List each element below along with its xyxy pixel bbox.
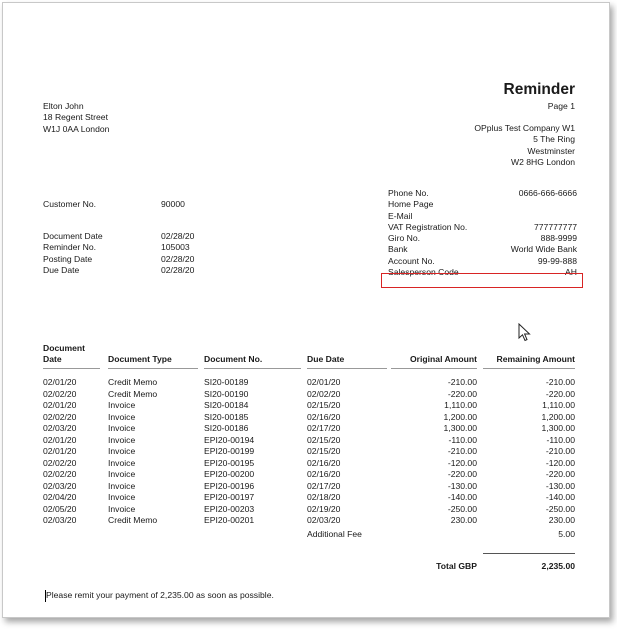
cell-original-amount: -210.00 xyxy=(447,377,477,387)
payment-note: Please remit your payment of 2,235.00 as soon as possible. xyxy=(46,590,274,600)
cell-document-no: EPI20-00197 xyxy=(204,492,255,502)
cell-document-type: Credit Memo xyxy=(108,388,158,399)
reminder-page xyxy=(2,2,610,618)
mouse-pointer-icon xyxy=(518,323,532,343)
cell-document-type: Invoice xyxy=(108,469,136,479)
cell-due-date: 02/18/20 xyxy=(307,492,341,502)
table-row xyxy=(3,492,609,504)
company-info xyxy=(388,188,577,278)
doc-date-label: Document Date xyxy=(43,231,103,241)
additional-fee-label: Additional Fee xyxy=(307,529,362,539)
header-document-date: Document Date xyxy=(43,343,86,365)
cell-document-date: 02/04/20 xyxy=(43,492,77,502)
header-rule xyxy=(307,368,387,369)
header-document-no: Document No. xyxy=(204,354,263,364)
cell-remaining-amount: -130.00 xyxy=(545,480,575,491)
header-rule xyxy=(43,368,100,369)
cell-document-type: Invoice xyxy=(108,446,136,456)
info-bank: Bank World Wide Bank xyxy=(388,244,577,255)
info-giro: Giro No. 888-9999 xyxy=(388,233,577,244)
cell-document-type: Invoice xyxy=(108,480,136,491)
cell-document-type: Invoice xyxy=(108,503,136,514)
additional-fee-value: 5.00 xyxy=(558,529,575,539)
table-row xyxy=(3,377,609,389)
header-rule xyxy=(204,368,301,369)
cell-remaining-amount: -220.00 xyxy=(545,388,575,399)
cell-original-amount: -110.00 xyxy=(448,434,477,445)
cell-original-amount: 230.00 xyxy=(450,515,477,525)
cell-remaining-amount: 1,300.00 xyxy=(541,423,575,433)
customer-city: W1J 0AA London xyxy=(43,123,110,134)
cell-original-amount: -130.00 xyxy=(447,480,477,491)
cell-document-date: 02/05/20 xyxy=(43,503,77,514)
total-rule xyxy=(483,553,575,554)
cell-document-type: Credit Memo xyxy=(108,515,158,525)
doc-details-values xyxy=(161,231,194,276)
salesperson-highlight xyxy=(381,273,583,288)
info-account: Account No. 99-99-888 xyxy=(388,255,577,266)
header-rule xyxy=(391,368,477,369)
doc-details-labels xyxy=(43,231,103,276)
cell-original-amount: -250.00 xyxy=(447,503,477,514)
cell-remaining-amount: -220.00 xyxy=(545,469,575,479)
table-row xyxy=(3,515,609,527)
company-district: Westminster xyxy=(527,145,575,156)
cell-document-date: 02/02/20 xyxy=(43,469,77,479)
table-row xyxy=(3,435,609,447)
customer-address xyxy=(43,101,109,135)
header-due-date: Due Date xyxy=(307,354,345,364)
cell-remaining-amount: -120.00 xyxy=(545,457,575,468)
cell-document-no: SI20-00184 xyxy=(204,400,249,410)
cell-due-date: 02/15/20 xyxy=(307,400,341,410)
header-original-amount: Original Amount xyxy=(410,354,477,364)
total-label: Total GBP xyxy=(436,561,477,571)
cell-document-no: EPI20-00195 xyxy=(204,457,255,468)
posting-date-value: 02/28/20 xyxy=(161,253,195,264)
cell-document-type: Invoice xyxy=(108,411,136,422)
total-value: 2,235.00 xyxy=(541,561,575,571)
page-number: Page 1 xyxy=(547,101,575,111)
cell-due-date: 02/16/20 xyxy=(307,469,341,479)
cell-document-type: Credit Memo xyxy=(108,377,158,387)
cell-due-date: 02/15/20 xyxy=(307,434,341,445)
company-city: W2 8HG London xyxy=(510,156,575,167)
cell-due-date: 02/01/20 xyxy=(307,377,341,387)
info-email: E-Mail xyxy=(388,210,413,221)
header-rule xyxy=(108,368,198,369)
due-date-value: 02/28/20 xyxy=(161,264,195,275)
info-phone: Phone No. 0666-666-6666 xyxy=(388,188,577,198)
company-address xyxy=(474,123,575,168)
customer-street: 18 Regent Street xyxy=(43,112,108,123)
cell-original-amount: 1,110.00 xyxy=(444,400,477,410)
info-homepage: Home Page xyxy=(388,199,434,210)
reminder-no-label: Reminder No. xyxy=(43,242,97,253)
cell-document-no: SI20-00189 xyxy=(204,377,249,387)
cell-document-no: SI20-00186 xyxy=(204,423,249,433)
cell-document-no: SI20-00185 xyxy=(204,411,249,422)
cell-document-no: EPI20-00194 xyxy=(204,434,255,445)
cell-document-no: EPI20-00200 xyxy=(204,469,255,479)
cell-document-no: EPI20-00203 xyxy=(204,503,255,514)
cell-due-date: 02/19/20 xyxy=(307,503,341,514)
cell-original-amount: -210.00 xyxy=(447,446,477,456)
cell-document-date: 02/01/20 xyxy=(43,400,77,410)
cell-document-date: 02/03/20 xyxy=(43,515,77,525)
document-title: Reminder xyxy=(503,81,575,98)
company-street: 5 The Ring xyxy=(533,134,575,145)
info-salesperson: Salesperson Code AH xyxy=(388,267,577,278)
cell-remaining-amount: 1,200.00 xyxy=(541,411,575,422)
cell-remaining-amount: 230.00 xyxy=(548,515,575,525)
cell-remaining-amount: -250.00 xyxy=(545,503,575,514)
header-remaining-amount: Remaining Amount xyxy=(496,354,575,364)
cell-document-no: SI20-00190 xyxy=(204,388,249,399)
table-row xyxy=(3,469,609,481)
table-row xyxy=(3,481,609,493)
cell-original-amount: 1,300.00 xyxy=(443,423,477,433)
cell-document-date: 02/03/20 xyxy=(43,480,77,491)
table-row xyxy=(3,400,609,412)
cell-remaining-amount: -210.00 xyxy=(545,377,575,387)
table-row xyxy=(3,423,609,435)
table-row xyxy=(3,504,609,516)
cell-document-no: EPI20-00196 xyxy=(204,480,255,491)
cell-original-amount: -220.00 xyxy=(447,388,477,399)
cell-document-date: 02/01/20 xyxy=(43,446,77,456)
table-row xyxy=(3,412,609,424)
cell-original-amount: 1,200.00 xyxy=(443,411,477,422)
cell-original-amount: -220.00 xyxy=(447,469,477,479)
table-row xyxy=(3,389,609,401)
cell-document-no: EPI20-00199 xyxy=(204,446,255,456)
cell-due-date: 02/16/20 xyxy=(307,411,341,422)
cell-document-no: EPI20-00201 xyxy=(204,515,255,525)
table-row xyxy=(3,458,609,470)
reminder-no-value: 105003 xyxy=(161,242,190,253)
cell-remaining-amount: -210.00 xyxy=(545,446,575,456)
customer-no-value: 90000 xyxy=(161,199,185,209)
cell-original-amount: -120.00 xyxy=(447,457,477,468)
posting-date-label: Posting Date xyxy=(43,253,93,264)
cell-document-date: 02/02/20 xyxy=(43,411,77,422)
header-rule xyxy=(483,368,575,369)
info-vat: VAT Registration No. 777777777 xyxy=(388,221,577,232)
cell-due-date: 02/03/20 xyxy=(307,515,341,525)
table-row xyxy=(3,446,609,458)
cell-due-date: 02/17/20 xyxy=(307,480,341,491)
customer-no-label: Customer No. xyxy=(43,199,97,209)
cell-original-amount: -140.00 xyxy=(447,492,477,502)
cell-document-type: Invoice xyxy=(108,492,136,502)
cell-document-date: 02/02/20 xyxy=(43,457,77,468)
cell-document-date: 02/01/20 xyxy=(43,434,77,445)
cell-document-type: Invoice xyxy=(108,423,136,433)
cell-document-type: Invoice xyxy=(108,400,136,410)
cell-remaining-amount: -110.00 xyxy=(546,434,575,445)
cell-due-date: 02/02/20 xyxy=(307,388,341,399)
cell-document-date: 02/03/20 xyxy=(43,423,77,433)
cell-document-date: 02/01/20 xyxy=(43,377,77,387)
cell-remaining-amount: -140.00 xyxy=(545,492,575,502)
cell-due-date: 02/17/20 xyxy=(307,423,341,433)
customer-name: Elton John xyxy=(43,101,84,111)
cell-due-date: 02/16/20 xyxy=(307,457,341,468)
header-document-type: Document Type xyxy=(108,354,172,364)
cell-document-type: Invoice xyxy=(108,434,136,445)
doc-date-value: 02/28/20 xyxy=(161,231,195,241)
company-name: OPplus Test Company W1 xyxy=(474,123,575,133)
cell-document-date: 02/02/20 xyxy=(43,388,77,399)
cell-remaining-amount: 1,110.00 xyxy=(542,400,575,410)
cell-document-type: Invoice xyxy=(108,457,136,468)
cell-due-date: 02/15/20 xyxy=(307,446,341,456)
due-date-label: Due Date xyxy=(43,264,80,275)
